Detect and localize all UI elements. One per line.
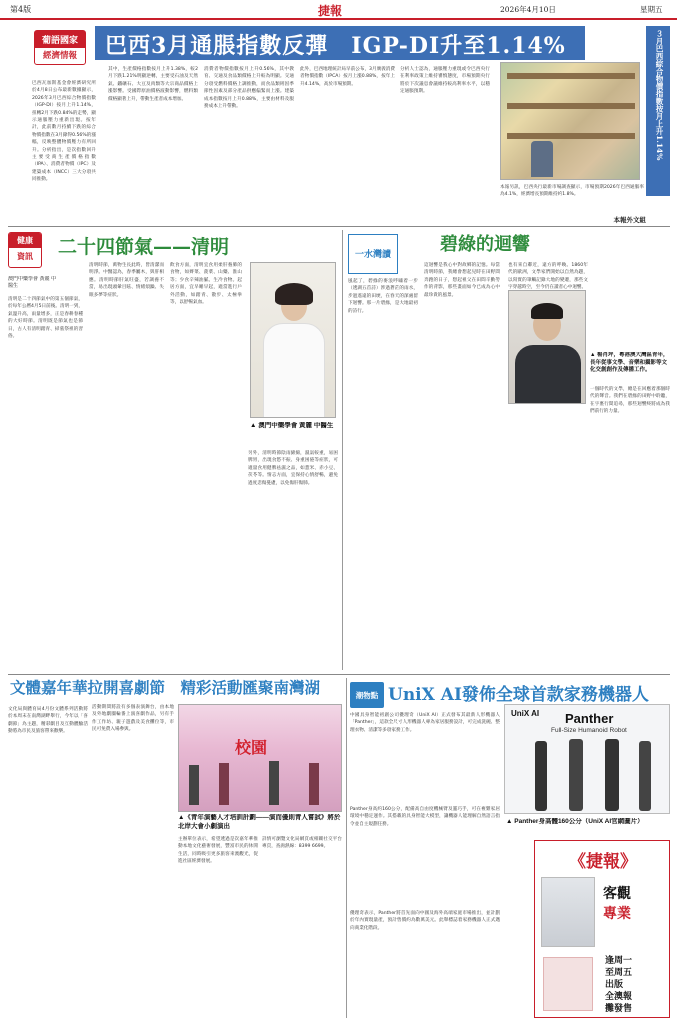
robot-subtitle: Full-Size Humanoid Robot	[551, 727, 627, 734]
banner-col-3: 消費者物價指數按月上升0.56%，其中教育、交通及食品類價格上升較為明顯。交通分項受燃料價格上調推動，而食品類則因季節性因素及部分產品供應偏緊而上漲。建築成本指數按月上升0.88%，主要由材料及服務成本上升帶動。	[204, 67, 294, 110]
ad-line-6: 全澳報	[605, 991, 633, 1001]
literature-badge-text: 一水灣讀	[354, 249, 391, 259]
opera-col-1: 文化局與體育局4月份文體系列活動將於本周末在南灣湖畔舉行，今年以「喜劇節」為主題，精彩劇目及互動體驗活動將為市民及旅客帶來歡樂。	[8, 707, 88, 735]
author-photo	[508, 290, 586, 404]
literature-col-4: 一個時代的文學，總是在回應着那個時代的聲音。我們在碧綠的田野中聆聽，在字裏行間追尋，那些迴響終將成為我們前行的力量。	[590, 387, 670, 415]
ad-line-3: 逢周一	[605, 955, 633, 965]
unix-col-3: 優理奇表示，Panther將首先面向中國及海外高端家庭市場推出，並計劃於年內實現量產，預計售價約為數萬美元。此舉標誌着家務機器人正式邁向商業化階段。	[350, 911, 500, 931]
unix-headline: UniX AI發佈全球首款家務機器人	[388, 685, 649, 704]
robot-brand: UniX AI	[511, 709, 540, 718]
page-header	[0, 0, 677, 20]
health-badge-top: 健康	[9, 233, 41, 248]
divider-banner	[8, 226, 670, 227]
health-badge	[8, 232, 42, 268]
opera-sign: 校園	[235, 740, 268, 757]
robot-title: Panther	[565, 711, 614, 726]
stamp-bottom-text: 經濟情報	[42, 51, 77, 61]
unix-col-1: 中國具身智能初創公司優理奇（UniX AI）正式發布其最新人形機器人「Panther」，這款全尺寸人形機器人專為家居服務設計，可完成洗碗、整理衣物、清潔等多項家務工作。	[350, 713, 500, 733]
literature-headline: 碧綠的迴響	[440, 234, 530, 255]
opera-photo	[178, 704, 342, 812]
banner-col-5: 分析人士認為，通脹壓力重現或令巴西央行在利率政策上維持審慎態度，市場預期央行將於下次議息會議維持較高利率水平，以穩定通脹預期。	[400, 67, 490, 95]
banner-headline: 巴西3月通脹指數反彈 IGP-DI升至1.14%	[105, 33, 566, 59]
health-headline: 二十四節氣——清明	[58, 236, 230, 258]
health-col-3: 飲食方面，清明宜食用柔肝養肺的食物，如薺菜、菠菜、山藥、淮山等；少食辛辣油膩、生冷食物。起居方面，宜早睡早起，適當進行戶外活動，如踏青、散步、太極拳等，以舒暢氣血。	[170, 263, 242, 306]
banner-side-text: ３月巴西綜合物價指數按月上升1.14%	[655, 30, 664, 161]
banner-headline-bar	[95, 26, 585, 60]
ad-line-5: 出版	[605, 979, 624, 989]
author-caption: ▲ 楊肖坪，粵港澳大灣區青年，長年從事文學、音樂和攝影等文化交創創作及傳播工作。	[590, 352, 669, 373]
ad-brand: 《捷報》	[569, 852, 637, 872]
robot-photo	[504, 704, 670, 814]
banner-col-2: 其中，生產價格指數按月上升1.38%，較2月下跌1.21%明顯逆轉，主要受石油及天然氣、鐵礦石、大豆及肉類等大宗商品價格上漲影響。受國際原油價格波動影響，燃料類價格顯著上升，帶動生產者成本增加。	[108, 67, 198, 102]
doctor-photo	[250, 262, 336, 418]
health-badge-bottom: 資訊	[17, 252, 33, 261]
banner-col-4: 此外，巴西地理統計局早前公布，3月廣義消費者物價指數（IPCA）按月上漲0.88%，按年上升4.14%，高於市場預期。	[300, 67, 395, 87]
ad-line-4: 至周五	[605, 967, 633, 977]
weekday: 星期五	[640, 5, 663, 14]
gadget-badge-text: 潮物點	[355, 691, 379, 700]
divider-lower-vertical	[346, 678, 347, 1018]
gadget-badge	[350, 682, 384, 708]
stamp-lusophone	[34, 30, 88, 76]
banner-col-1: 巴西瓦加斯基金會經濟研究所於4月8日公布最新數據顯示，2026年3月巴西綜合物價指數（IGP-DI）按月上升1.14%，扭轉2月下跌0.84%的走勢，顯示通脹壓力重新出現。按年計，此前數月持續下跌的綜合物價指數在3月錄得0.56%的漲幅，反映整體物價壓力有所回升。分析指出，是次指數回升主要受商生產價格指數（IPA）、消費者物價（IPC）及建築成本（INCC）三大分項共同推動。	[32, 81, 96, 183]
ad-line-7: 攤發售	[605, 1003, 633, 1013]
ad-line-2: 專業	[603, 905, 631, 921]
health-byline: 澳門中藥學會 黃麗 中醫生	[8, 276, 57, 289]
divider-mid-vertical	[342, 230, 343, 670]
page-number: 第4版	[10, 5, 32, 14]
opera-col-2: 活動期間將設有多個表演舞台，由本地及外地劇團輪番上演喜劇作品，另有手作工作坊、親子遊戲及美食攤位等，市民可免費入場參與。	[92, 705, 174, 733]
opera-col-3: 主辦單位表示，希望透過是次嘉年華推動本地文化藝術發展，豐富市民的休閒生活，同時吸引更多旅客來澳觀光，促進社區經濟發展。	[178, 837, 258, 865]
banner-side-strip	[646, 26, 670, 196]
literature-col-2: 這迴響是我心中對故鄉的記憶。每當清明時節，我總會想起兒時在田野間奔跑的日子，想起祖父在田間辛勤勞作的背影，那些畫面如今已成為心中最珍貴的風景。	[424, 263, 500, 298]
supermarket-photo	[500, 62, 640, 180]
health-col-2: 清明時節，萬物生長此時，皆清潔而明淨。中醫認為，春季屬木，與肝相應。清明時節肝氣旺盛，若調養不當，易出現頭暈目眩、情緒煩躁、失眠多夢等症狀。	[89, 263, 164, 298]
literature-badge	[348, 234, 398, 274]
literature-col-1: 風起了，碧綠的麥浪呼嘯着一步（透湖五首詩）涉過蒼茫的雨水，步過遙遠的田埂，在春天的深處留下迴響。那一片碧綠，是大地最初的詩行。	[348, 279, 418, 314]
doctor-caption: ▲ 澳門中藥學會 黃麗 中醫生	[250, 422, 334, 429]
health-col-4: 另外，清明時節陰雨綿綿，濕氣較重，易困脾胃，出現食慾不振、身重困倦等症狀，可適量食用健脾祛濕之品，如薏米、赤小豆、茯苓等。情志方面，宜保持心情舒暢，避免過度悲傷憂慮，以免傷肝傷肺。	[248, 451, 338, 486]
unix-col-2: Panther身高約160公分，配備高自由度機械臂及靈巧手，可在複雜家居環境中穩定運作。其搭載的具身智能大模型，讓機器人能理解自然語言指令並自主規劃任務。	[350, 807, 500, 827]
health-col-1: 清明是二十四節氣中的第五個節氣，於每年公曆4月5日前後。清明一到，氣溫升高，雨量增多，正是春耕春種的大好時節。清明既是節氣也是節日，古人有清明踏青、掃墓祭祖的習俗。	[8, 297, 83, 340]
masthead: 捷報	[318, 4, 343, 18]
banner-col-6: 本報另訊，巴西央行最新市場調查顯示，市場預期2026年巴西通脹率為4.1%，經濟增長預期維持約1.8%。	[500, 185, 644, 198]
issue-date: 2026年4月10日	[500, 5, 556, 14]
literature-col-3: 也有來自鄰近，遠方的呼喚。1860年代的歐洲，文學家們開始以自然為題，以寫實的筆觸記錄大地的變遷，那些文字穿越時空，至今仍在讀者心中迴響。	[508, 263, 588, 291]
robot-caption: ▲ Panther身高體160公分（UniX AI官網圖片）	[506, 818, 644, 825]
newspaper-ad	[534, 840, 670, 1018]
opera-col-4: 詳情可瀏覽文化局網頁或相關社交平台專頁，查詢熱線：8399 6699。	[262, 837, 342, 850]
divider-lower	[8, 674, 670, 675]
stamp-top-text: 葡語國家	[35, 31, 85, 48]
banner-author: 本報外文組	[613, 216, 646, 224]
opera-headline: 文體嘉年華拉開喜劇節 精彩活動匯聚南灣湖	[10, 678, 321, 697]
ad-line-1: 客觀	[603, 885, 631, 901]
opera-caption: ▲《青年演藝人才培訓計劃——演而優則青人嘗試》將於北岸大會小劇演出	[178, 814, 341, 830]
